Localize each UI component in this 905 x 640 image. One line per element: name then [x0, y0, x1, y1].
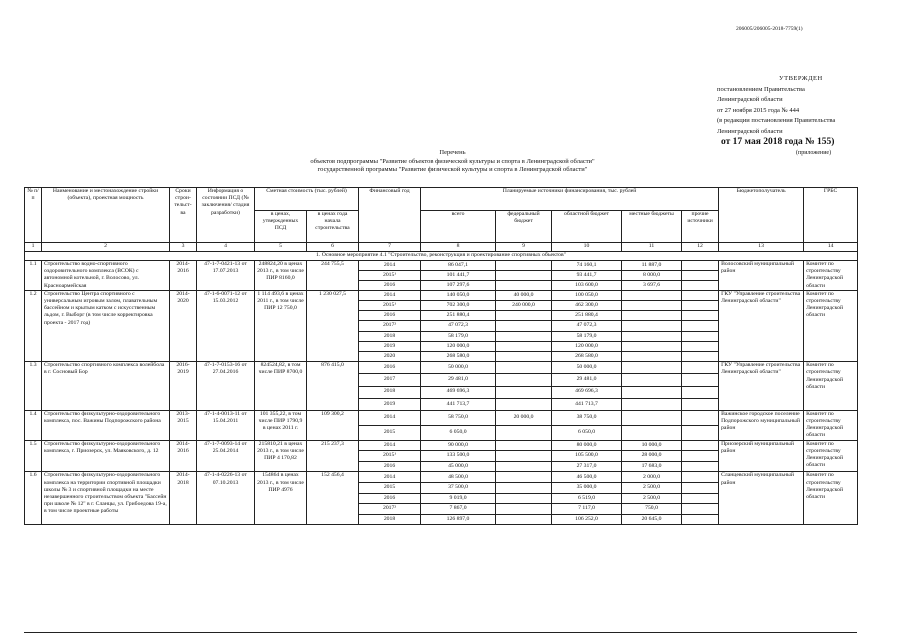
header-local: местные бюджеты: [622, 211, 682, 243]
cost-start: 109 300,2: [307, 410, 359, 440]
header-name: Наименование и местонахождение стройки (объекта), проектная мощность: [42, 188, 170, 243]
other-amount: [682, 425, 719, 440]
header-regional: областной бюджет: [552, 211, 622, 243]
local-amount: 8 000,0: [622, 270, 682, 280]
other-amount: [682, 483, 719, 494]
object-name: Строительство физкультурно-оздоровительного комплекса, г. Приозерск, ул. Маяковского, д. 12: [42, 440, 170, 472]
regional-amount: 100 050,0: [552, 290, 622, 300]
other-amount: [682, 410, 719, 425]
federal-amount: [496, 440, 552, 451]
grbs: Комитет по строительству Ленинградской области: [804, 290, 858, 361]
fin-year: 2014: [359, 410, 421, 425]
local-amount: 28 000,0: [622, 451, 682, 462]
fin-year: 2017²: [359, 504, 421, 515]
table-row: [25, 261, 858, 271]
page-bottom-edge: [24, 632, 857, 640]
cost-start: 152 456,4: [307, 472, 359, 525]
total-amount: 120 000,0: [421, 341, 496, 351]
col-number: 6: [307, 243, 359, 252]
federal-amount: [496, 514, 552, 525]
regional-amount: 50 000,0: [552, 362, 622, 374]
other-amount: [682, 280, 719, 290]
regional-amount: 38 750,0: [552, 410, 622, 425]
header-cost: Сметная стоимость (тыс. рублей): [255, 188, 359, 211]
local-amount: [622, 425, 682, 440]
other-amount: [682, 311, 719, 321]
construction-term: 2014-2018: [170, 472, 197, 525]
budget-recipient: ГКУ "Управление строительства Ленинградской области": [719, 362, 804, 411]
local-amount: [622, 341, 682, 351]
regional-amount: 106 252,0: [552, 514, 622, 525]
total-amount: 441 713,7: [421, 398, 496, 410]
header-psd: Информация о состоянии ПСД (№ заключения/ стадия разработки): [197, 188, 255, 243]
psd-info: 47-1-4-0226-13 от 07.10.2013: [197, 472, 255, 525]
fin-year: 2019: [359, 398, 421, 410]
federal-amount: [496, 472, 552, 483]
fin-year: 2019: [359, 341, 421, 351]
row-number: 1.3: [25, 362, 42, 411]
local-amount: [622, 290, 682, 300]
federal-amount: [496, 386, 552, 398]
other-amount: [682, 374, 719, 386]
header-total: всего: [421, 211, 496, 243]
federal-amount: [496, 321, 552, 331]
other-amount: [682, 261, 719, 271]
construction-term: 2014-2016: [170, 440, 197, 472]
local-amount: [622, 321, 682, 331]
total-amount: 126 897,0: [421, 514, 496, 525]
federal-amount: [496, 331, 552, 341]
fin-year: 2016: [359, 280, 421, 290]
local-amount: [622, 398, 682, 410]
other-amount: [682, 301, 719, 311]
row-number: 1.4: [25, 410, 42, 440]
fin-year: 2017: [359, 374, 421, 386]
fin-year: 2016: [359, 362, 421, 374]
total-amount: 7 867,0: [421, 504, 496, 515]
total-amount: 50 000,0: [421, 362, 496, 374]
grbs: Комитет по строительству Ленинградской области: [804, 362, 858, 411]
total-amount: 29 481,0: [421, 374, 496, 386]
local-amount: 11 887,0: [622, 261, 682, 271]
fin-year: 2017²: [359, 321, 421, 331]
psd-info: 47-1-7-0421-13 от 17.07.2013: [197, 261, 255, 291]
cost-start: 244 755,5: [307, 261, 359, 291]
other-amount: [682, 398, 719, 410]
col-number: 10: [552, 243, 622, 252]
header-cost-approved: в ценах, утвержденных ПСД: [255, 211, 307, 243]
row-number: 1.5: [25, 440, 42, 472]
local-amount: [622, 311, 682, 321]
regional-amount: 58 179,0: [552, 331, 622, 341]
col-number: 12: [682, 243, 719, 252]
cost-approved: 248824,20 в ценах 2013 г., в том числе ПИР 8160,0: [255, 261, 307, 291]
cost-approved: 215810,21 в ценах 2013 г., в том числе ПИР 4 170,82: [255, 440, 307, 472]
column-number-row: [25, 243, 858, 252]
other-amount: [682, 472, 719, 483]
federal-amount: [496, 451, 552, 462]
cost-start: 215 237,3: [307, 440, 359, 472]
col-number: 2: [42, 243, 170, 252]
local-amount: 750,0: [622, 504, 682, 515]
fin-year: 2015: [359, 425, 421, 440]
grbs: Комитет по строительству Ленинградской области: [804, 440, 858, 472]
title-line: Перечень: [439, 149, 466, 156]
fin-year: 2018: [359, 386, 421, 398]
title-line: государственной программы "Развитие физической культуры и спорта в Ленинградской области": [317, 166, 588, 173]
approval-line: (в редакции постановления Правительства: [717, 117, 836, 124]
local-amount: 17 683,0: [622, 461, 682, 472]
federal-amount: [496, 398, 552, 410]
budget-recipient: Сланцевский муниципальный район: [719, 472, 804, 525]
header-cost-start: в ценах года начала строительства: [307, 211, 359, 243]
attachment-label: (приложение): [796, 150, 832, 156]
regional-amount: 462 300,0: [552, 301, 622, 311]
col-number: 7: [359, 243, 421, 252]
regional-amount: 74 160,1: [552, 261, 622, 271]
construction-term: 2013-2015: [170, 410, 197, 440]
total-amount: 251 880,4: [421, 311, 496, 321]
regional-amount: 35 000,0: [552, 483, 622, 494]
local-amount: [622, 331, 682, 341]
total-amount: 45 000,0: [421, 461, 496, 472]
budget-recipient: Волосовский муниципальный район: [719, 261, 804, 291]
local-amount: 10 000,0: [622, 440, 682, 451]
cost-approved: 101 355,22, в том числе ПИР 1790,9 в ценах 2011 г.: [255, 410, 307, 440]
row-number: 1.2: [25, 290, 42, 361]
regional-amount: 441 713,7: [552, 398, 622, 410]
fin-year: 2016: [359, 311, 421, 321]
header-grbs: ГРБС: [804, 188, 858, 243]
approval-date: от 17 мая 2018 года № 155): [721, 137, 835, 147]
col-number: 13: [719, 243, 804, 252]
row-number: 1.6: [25, 472, 42, 525]
fin-year: 2014: [359, 290, 421, 300]
approval-line: Ленинградской области: [717, 96, 783, 103]
other-amount: [682, 440, 719, 451]
total-amount: 37 500,0: [421, 483, 496, 494]
local-amount: 3 697,6: [622, 280, 682, 290]
federal-amount: [496, 311, 552, 321]
approval-line: Ленинградской области: [717, 127, 783, 135]
local-amount: [622, 351, 682, 361]
psd-info: 47-1-7-0153-16 от 27.04.2016: [197, 362, 255, 411]
header-federal: федеральный бюджет: [496, 211, 552, 243]
total-amount: 101 441,7: [421, 270, 496, 280]
regional-amount: 105 500,0: [552, 451, 622, 462]
col-number: 9: [496, 243, 552, 252]
budget-recipient: Важинское городское поселение Подпорожского муниципальный район: [719, 410, 804, 440]
fin-year: 2014: [359, 261, 421, 271]
other-amount: [682, 270, 719, 280]
header-term: Сроки строи-тельст-ва: [170, 188, 197, 243]
approval-line: постановлением Правительства: [717, 85, 805, 93]
fin-year: 2015¹: [359, 270, 421, 280]
header-num: № п/п: [25, 188, 42, 243]
psd-info: 47-1-4-0013-11 от 15.04.2011: [197, 410, 255, 440]
title-line: объектов подпрограммы "Развитие объектов физической культуры и спорта в Ленинградской области": [310, 157, 595, 165]
other-amount: [682, 514, 719, 525]
grbs: Комитет по строительству Ленинградской области: [804, 261, 858, 291]
cost-approved: 1 114 493,6 в ценах 2011 г., в том числе ПИР 12 750,0: [255, 290, 307, 361]
regional-amount: 80 000,0: [552, 440, 622, 451]
budget-recipient: ГКУ "Управление строительства Ленинградской области": [719, 290, 804, 361]
construction-term: 2014-2016: [170, 261, 197, 291]
federal-amount: [496, 504, 552, 515]
document-id: 206005/206005-2018-7759(1): [736, 26, 803, 32]
row-number: 1.1: [25, 261, 42, 291]
col-number: 5: [255, 243, 307, 252]
federal-amount: [496, 351, 552, 361]
object-name: Строительство физкультурно-оздоровительного комплекса на территории спортивной площадки школы № 3 и спортивной площадки на месте незавершенного строительством объекта "Бассейн при школе № 12" в г. Сланцы, ул. Грибоедова 19-а, в том числе проектные работы: [42, 472, 170, 525]
local-amount: [622, 362, 682, 374]
total-amount: 268 580,0: [421, 351, 496, 361]
psd-info: 47-1-6-0071-12 от 15.03.2012: [197, 290, 255, 361]
col-number: 3: [170, 243, 197, 252]
fin-year: 2018: [359, 514, 421, 525]
fin-year: 2016: [359, 461, 421, 472]
regional-amount: 29 481,0: [552, 374, 622, 386]
federal-amount: [496, 483, 552, 494]
object-name: Строительство Центра спортивного с универсальным игровым залом, плавательным бассейном и крытым катком с искусственным льдом, г. Выборг (в том числе корректировка проекта - 2017 год): [42, 290, 170, 361]
regional-amount: 6 519,0: [552, 493, 622, 504]
local-amount: 2 000,0: [622, 472, 682, 483]
regional-amount: 93 441,7: [552, 270, 622, 280]
construction-term: 2016-2019: [170, 362, 197, 411]
cost-start: 876 415,0: [307, 362, 359, 411]
approval-head: УТВЕРЖДЕН: [779, 75, 823, 82]
other-amount: [682, 321, 719, 331]
federal-amount: [496, 280, 552, 290]
regional-amount: 6 050,0: [552, 425, 622, 440]
psd-info: 47-1-7-0093-14 от 25.04.2014: [197, 440, 255, 472]
other-amount: [682, 461, 719, 472]
total-amount: 86 047,1: [421, 261, 496, 271]
federal-amount: [496, 461, 552, 472]
regional-amount: 251 880,4: [552, 311, 622, 321]
local-amount: [622, 410, 682, 425]
fin-year: 2015: [359, 483, 421, 494]
total-amount: 702 300,0: [421, 301, 496, 311]
federal-amount: [496, 425, 552, 440]
federal-amount: [496, 270, 552, 280]
local-amount: 20 645,0: [622, 514, 682, 525]
total-amount: 140 050,0: [421, 290, 496, 300]
grbs: Комитет по строительству Ленинградской области: [804, 410, 858, 440]
local-amount: 2 500,0: [622, 483, 682, 494]
total-amount: 47 072,3: [421, 321, 496, 331]
header-sources: Планируемые источники финансирования, тыс. рублей: [421, 188, 719, 211]
fin-year: 2015¹: [359, 451, 421, 462]
construction-term: 2014-2020: [170, 290, 197, 361]
other-amount: [682, 451, 719, 462]
table-row: [25, 362, 858, 374]
header-recipient: Бюджетополучатель: [719, 188, 804, 243]
col-number: 11: [622, 243, 682, 252]
budget-recipient: Приозерский муниципальный район: [719, 440, 804, 472]
regional-amount: 268 580,0: [552, 351, 622, 361]
federal-amount: 240 000,0: [496, 301, 552, 311]
header-other: прочие источники: [682, 211, 719, 243]
federal-amount: 20 000,0: [496, 410, 552, 425]
other-amount: [682, 341, 719, 351]
approval-line: от 27 ноября 2015 года № 444: [717, 106, 800, 114]
other-amount: [682, 351, 719, 361]
federal-amount: [496, 261, 552, 271]
fin-year: 2018: [359, 331, 421, 341]
table-row: [25, 472, 858, 483]
object-name: Строительство спортивного комплекса волейбола в г. Сосновый Бор: [42, 362, 170, 411]
cost-approved: 824524,82, в том числе ПИР 8700,0: [255, 362, 307, 411]
total-amount: 107 297,6: [421, 280, 496, 290]
total-amount: 9 019,0: [421, 493, 496, 504]
regional-amount: 120 000,0: [552, 341, 622, 351]
total-amount: 133 500,0: [421, 451, 496, 462]
regional-amount: 469 696,3: [552, 386, 622, 398]
regional-amount: 27 317,0: [552, 461, 622, 472]
document-title: [0, 149, 905, 175]
federal-amount: [496, 493, 552, 504]
other-amount: [682, 386, 719, 398]
col-number: 8: [421, 243, 496, 252]
federal-amount: [496, 374, 552, 386]
fin-year: 2014: [359, 472, 421, 483]
table-row: [25, 440, 858, 451]
total-amount: 90 000,0: [421, 440, 496, 451]
other-amount: [682, 290, 719, 300]
approval-stamp: [717, 74, 835, 137]
object-name: Строительство физкультурно-оздоровительного комплекса, пос. Важины Подпорожского района: [42, 410, 170, 440]
col-number: 14: [804, 243, 858, 252]
regional-amount: 103 600,0: [552, 280, 622, 290]
federal-amount: [496, 362, 552, 374]
cost-approved: 154864 в ценах 2013 г., в том числе ПИР 4976: [255, 472, 307, 525]
fin-year: 2014: [359, 440, 421, 451]
local-amount: [622, 386, 682, 398]
other-amount: [682, 362, 719, 374]
local-amount: [622, 374, 682, 386]
other-amount: [682, 504, 719, 515]
regional-amount: 46 500,0: [552, 472, 622, 483]
fin-year: 2020: [359, 351, 421, 361]
local-amount: [622, 301, 682, 311]
col-number: 4: [197, 243, 255, 252]
regional-amount: 7 117,0: [552, 504, 622, 515]
total-amount: 469 696,3: [421, 386, 496, 398]
cost-start: 1 230 027,5: [307, 290, 359, 361]
total-amount: 48 500,0: [421, 472, 496, 483]
other-amount: [682, 331, 719, 341]
total-amount: 58 179,0: [421, 331, 496, 341]
col-number: 1: [25, 243, 42, 252]
objects-table: [24, 187, 858, 525]
fin-year: 2015¹: [359, 301, 421, 311]
object-name: Строительство водно-спортивного оздоровительного комплекса (ВСОК) с автономной котельной, г. Волосово, ул. Красноармейская: [42, 261, 170, 291]
grbs: Комитет по строительству Ленинградской области: [804, 472, 858, 525]
other-amount: [682, 493, 719, 504]
section-row: [25, 252, 858, 261]
total-amount: 58 750,0: [421, 410, 496, 425]
fin-year: 2016: [359, 493, 421, 504]
section-title: 1. Основное мероприятие 4.1 "Строительство, реконструкция и проектирование спортивных объектов": [25, 252, 858, 261]
table-row: [25, 410, 858, 425]
federal-amount: 40 000,0: [496, 290, 552, 300]
regional-amount: 47 072,3: [552, 321, 622, 331]
federal-amount: [496, 341, 552, 351]
local-amount: 2 500,0: [622, 493, 682, 504]
total-amount: 6 050,0: [421, 425, 496, 440]
table-row: [25, 290, 858, 300]
header-year: Финансовый год: [359, 188, 421, 243]
